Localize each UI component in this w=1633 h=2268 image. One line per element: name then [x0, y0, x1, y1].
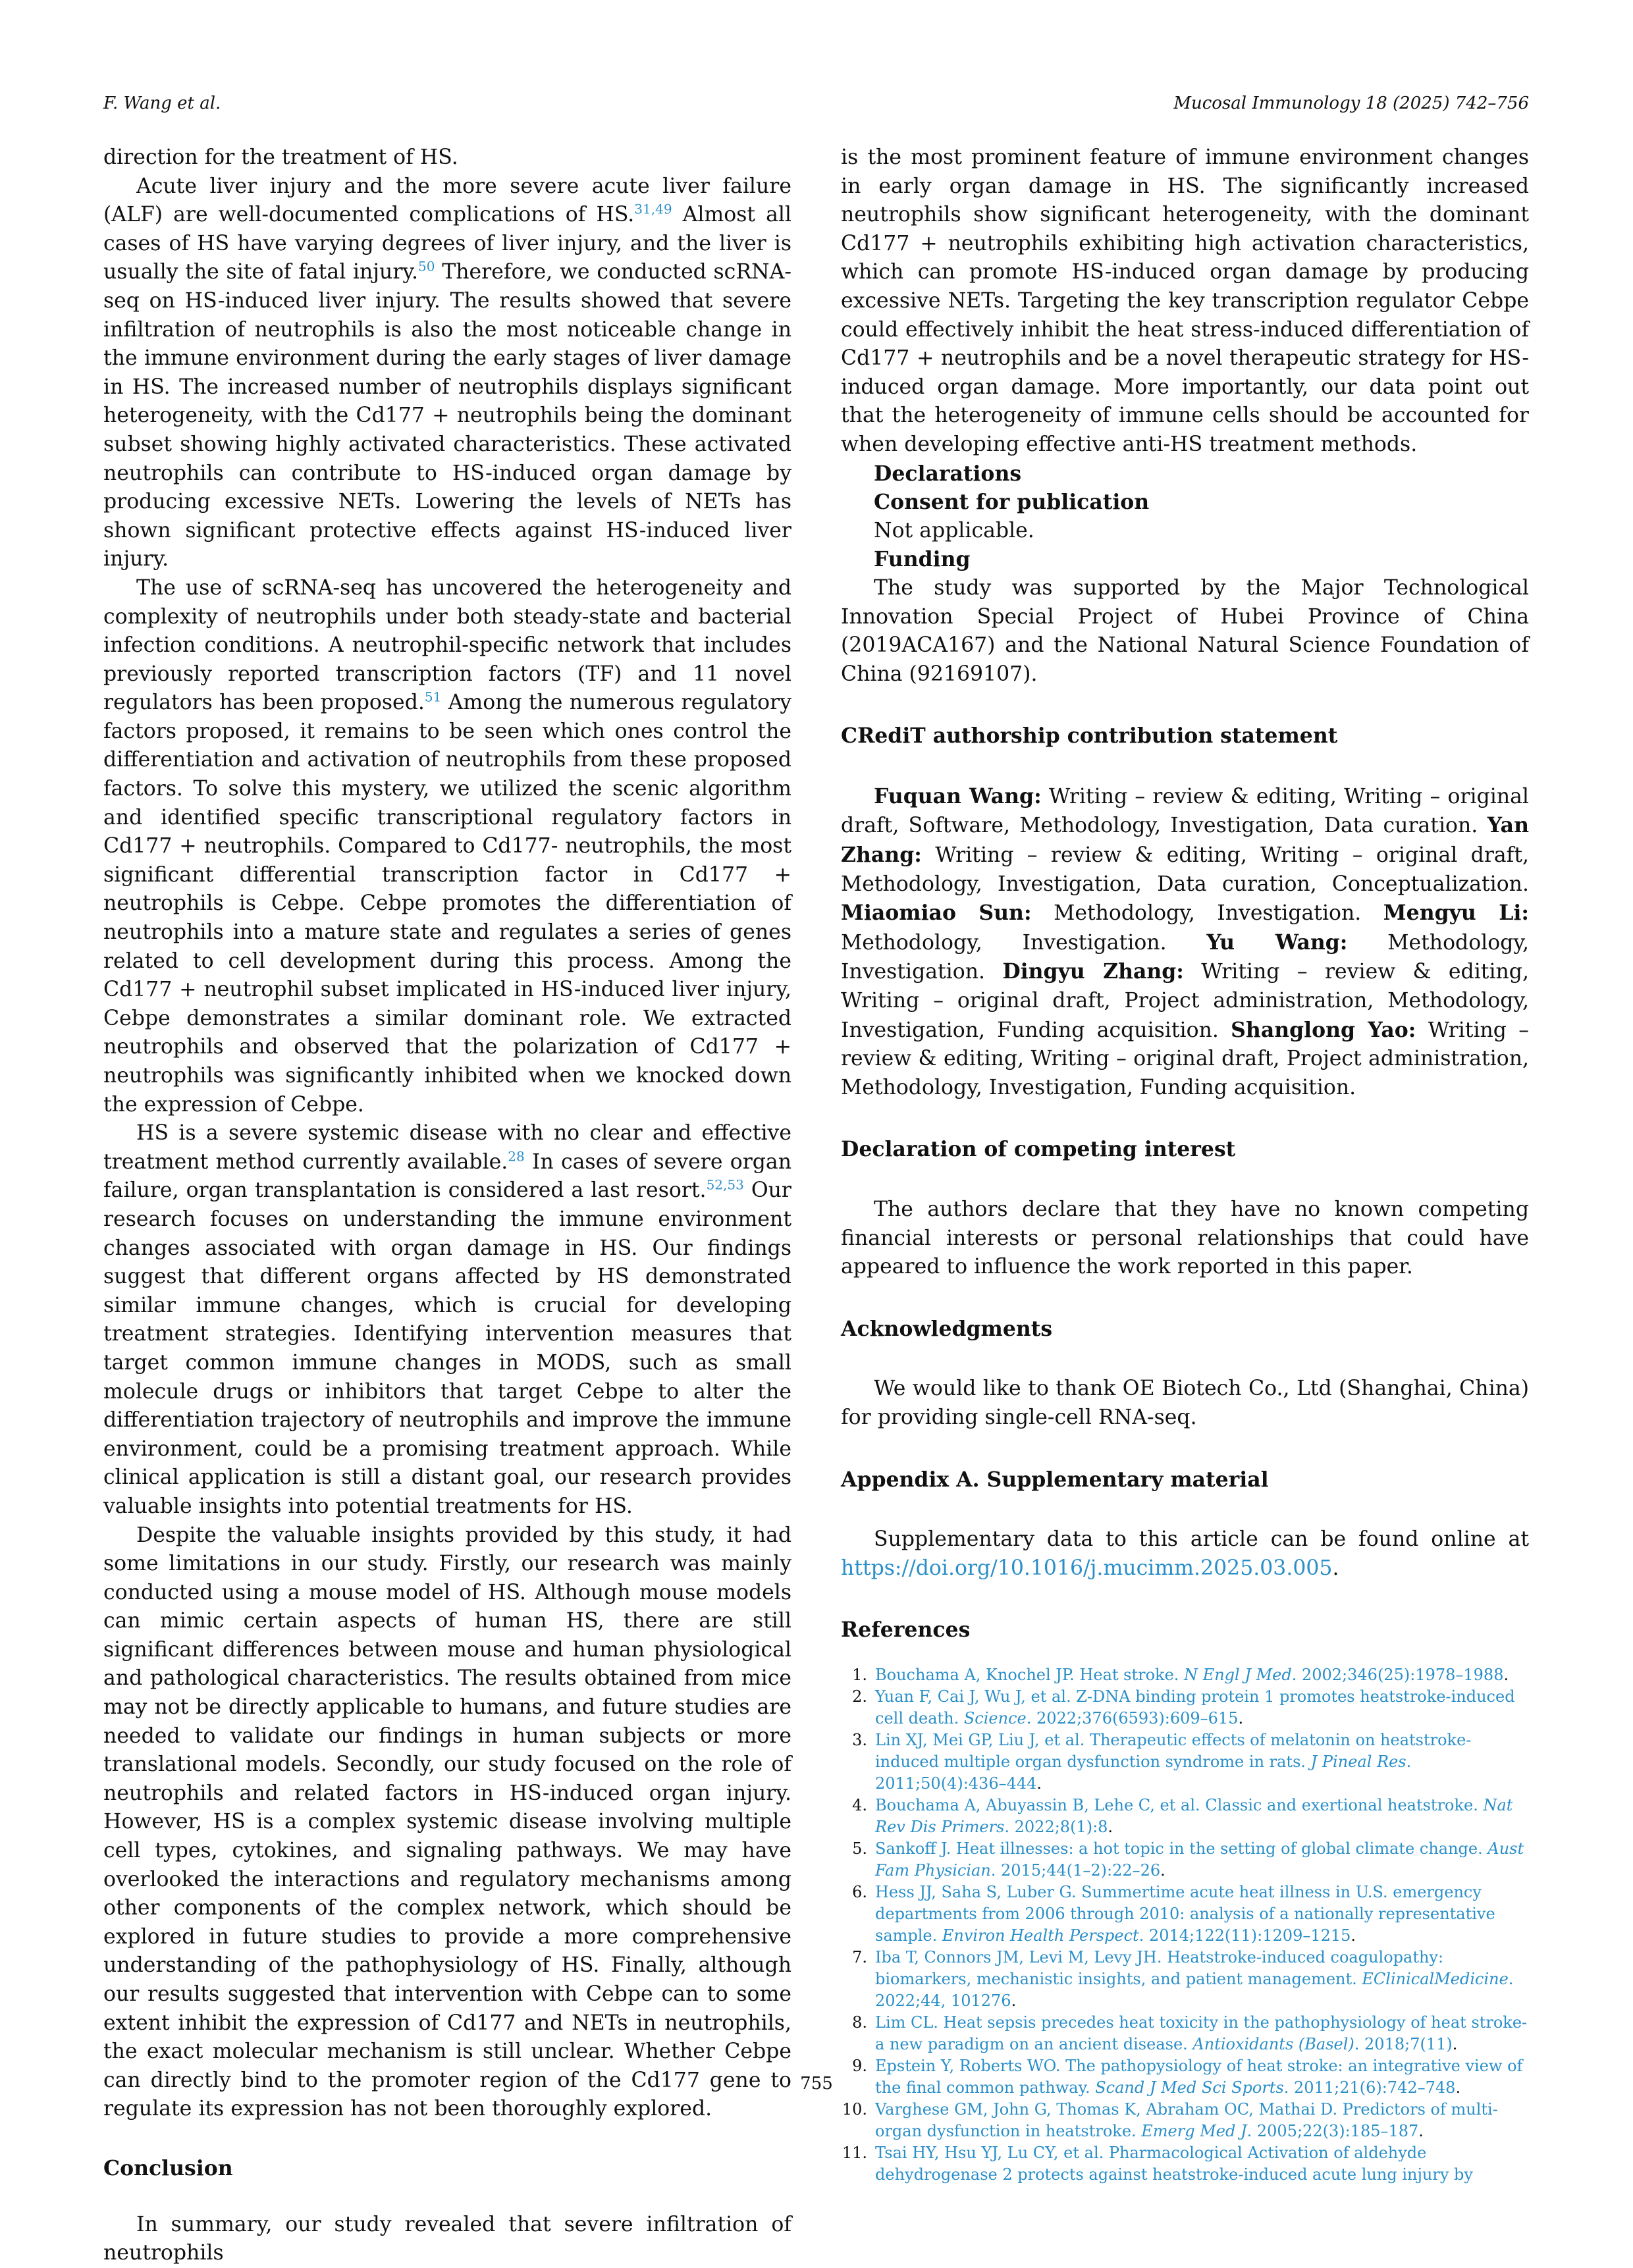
reference-link[interactable]: Bouchama A, Knochel JP. Heat stroke. N Engl J Med. 2002;346(25):1978–1988: [875, 1665, 1504, 1684]
reference-item: 9. Epstein Y, Roberts WO. The pathopysiology of heat stroke: an integrative view of the final common pathway. Scand J Med Sci Sports. 2011;21(6):742–748.: [852, 2056, 1523, 2097]
running-header-journal: Mucosal Immunology 18 (2025) 742–756: [1173, 93, 1529, 113]
reference-item: 10. Varghese GM, John G, Thomas K, Abraham OC, Mathai D. Predictors of multi-organ dysfunction in heatstroke. Emerg Med J. 2005;22(3):185–187.: [842, 2099, 1498, 2140]
subheading-declarations: Declarations: [874, 461, 1022, 486]
reference-link[interactable]: Bouchama A, Abuyassin B, Lehe C, et al. Classic and exertional heatstroke. Nat Rev Dis Primers. 2022;8(1):8: [875, 1795, 1513, 1836]
reference-link[interactable]: Hess JJ, Saha S, Luber G. Summertime acute heat illness in U.S. emergency departments from 2006 through 2010: analysis of a nationally representative sample. Environ Health Perspect. 2014;122(11):1209–1215: [875, 1882, 1495, 1945]
reference-item: 8. Lim CL. Heat sepsis precedes heat toxicity in the pathophysiology of heat stroke-a new paradigm on an ancient disease. Antioxidants (Basel). 2018;7(11).: [852, 2013, 1528, 2053]
reference-item: 11. Tsai HY, Hsu YJ, Lu CY, et al. Pharmacological Activation of aldehyde dehydrogenase 2 protects against heatstroke-induced acute lung injury by: [842, 2143, 1473, 2184]
reference-item: 6. Hess JJ, Saha S, Luber G. Summertime acute heat illness in U.S. emergency departments from 2006 through 2010: analysis of a nationally representative sample. Environ Health Perspect. 2014;122(11):1209–1215.: [852, 1882, 1495, 1945]
section-heading-credit: CRediT authorship contribution statement: [841, 724, 1338, 749]
citation-link[interactable]: 50: [418, 258, 435, 275]
reference-link[interactable]: Iba T, Connors JM, Levi M, Levy JH. Heatstroke-induced coagulopathy: biomarkers, mechanistic insights, and patient management. EClinicalMedicine. 2022;44, 101276: [875, 1947, 1514, 2010]
funding-text: The study was supported by the Major Technological Innovation Special Project of Hubei Province of China (2019ACA167) and the National Natural Science Foundation of China (92169107).: [841, 575, 1529, 686]
reference-link[interactable]: Epstein Y, Roberts WO. The pathopysiology of heat stroke: an integrative view of the final common pathway. Scand J Med Sci Sports. 2011;21(6):742–748: [875, 2056, 1523, 2097]
reference-link[interactable]: Tsai HY, Hsu YJ, Lu CY, et al. Pharmacological Activation of aldehyde dehydrogenase 2 protects against heatstroke-induced acute lung injury by: [875, 2143, 1473, 2184]
citation-link[interactable]: 28: [508, 1148, 525, 1165]
paragraph-treatment: HS is a severe systemic disease with no clear and effective treatment method currently available.$^{28}$ In cases of severe organ failure, organ transplantation is considered a last resort.$^{52,53}$ Our research focuses on understanding the immune environment changes associated with organ damage in HS. Our findings suggest that different organs affected by HS demonstrated similar immune changes, which is crucial for developing treatment strategies. Identifying intervention measures that target common immune changes in MODS, such as small molecule drugs or inhibitors that target Cebpe to alter the differentiation trajectory of neutrophils and improve the immune environment, could be a promising treatment approach. While clinical application is still a distant goal, our research provides valuable insights into potential treatments for HS.: [103, 1121, 791, 1518]
reference-link[interactable]: Lin XJ, Mei GP, Liu J, et al. Therapeutic effects of melatonin on heatstroke-induced multiple organ dysfunction syndrome in rats. J Pineal Res. 2011;50(4):436–444: [875, 1730, 1472, 1793]
paragraph-continuation: direction for the treatment of HS.: [103, 145, 458, 169]
subheading-funding: Funding: [874, 547, 971, 572]
right-column: [841, 144, 1529, 2186]
running-header-authors: F. Wang et al.: [103, 93, 221, 113]
section-heading-references: References: [841, 1618, 971, 1643]
reference-item: 3. Lin XJ, Mei GP, Liu J, et al. Therapeutic effects of melatonin on heatstroke-induced multiple organ dysfunction syndrome in rats. J Pineal Res. 2011;50(4):436–444.: [852, 1730, 1472, 1793]
reference-item: 2. Yuan F, Cai J, Wu J, et al. Z-DNA binding protein 1 promotes heatstroke-induced cell death. Science. 2022;376(6593):609–615.: [852, 1687, 1515, 1727]
supplementary-doi-link[interactable]: https://doi.org/10.1016/j.mucimm.2025.03.005: [841, 1556, 1333, 1580]
section-heading-competing-interest: Declaration of competing interest: [841, 1137, 1236, 1162]
section-heading-conclusion: Conclusion: [103, 2155, 233, 2180]
credit-statement: Fuquan Wang: Writing – review & editing, Writing – original draft, Software, Methodology, Investigation, Data curation. Yan Zhang: Writing – review & editing, Writing – original draft, Methodology, Investigation, Data curation, Conceptualization. Miaomiao Sun: Methodology, Investigation. Mengyu Li: Methodology, Investigation. Yu Wang: Methodology, Investigation. Dingyu Zhang: Writing – review & editing, Writing – original draft, Project administration, Methodology, Investigation, Funding acquisition. Shanglong Yao: Writing – review & editing, Writing – original draft, Project administration, Methodology, Investigation, Funding acquisition.: [841, 783, 1530, 1099]
section-heading-acknowledgments: Acknowledgments: [841, 1316, 1053, 1341]
paragraph-conclusion-continued: is the most prominent feature of immune environment changes in early organ damage in HS. The significantly increased neutrophils show significant heterogeneity, with the dominant Cd177 + neutrophils exhibiting high activation characteristics, which can promote HS-induced organ damage by producing excessive NETs. Targeting the key transcription regulator Cebpe could effectively inhibit the heat stress-induced differentiation of Cd177 + neutrophils and be a novel therapeutic strategy for HS-induced organ damage. More importantly, our data point out that the heterogeneity of immune cells should be accounted for when developing effective anti-HS treatment methods.: [841, 145, 1529, 456]
paragraph-limitations: Despite the valuable insights provided by this study, it had some limitations in our study. Firstly, our research was mainly conducted using a mouse model of HS. Although mouse models can mimic certain aspects of human HS, there are still significant differences between mouse and human physiological and pathological characteristics. The results obtained from mice may not be directly applicable to humans, and future studies are needed to validate our findings in human subjects or more translational models. Secondly, our study focused on the role of neutrophils and related factors in HS-induced organ injury. However, HS is a complex systemic disease involving multiple cell types, cytokines, and signaling pathways. We may have overlooked the interactions and regulatory mechanisms among other components of the complex network, which should be explored in future studies to provide a more comprehensive understanding of the pathophysiology of HS. Finally, although our results suggested that intervention with Cebpe can to some extent inhibit the expression of Cd177 and NETs in neutrophils, the exact molecular mechanism is still unclear. Whether Cebpe can directly bind to the promoter region of the Cd177 gene to regulate its expression has not been thoroughly explored.: [103, 1523, 791, 2121]
reference-item: 1. Bouchama A, Knochel JP. Heat stroke. N Engl J Med. 2002;346(25):1978–1988.: [852, 1665, 1509, 1684]
paragraph-scrna-seq: The use of scRNA-seq has uncovered the heterogeneity and complexity of neutrophils under both steady-state and bacterial infection conditions. A neutrophil-specific network that includes previously reported transcription factors (TF) and 11 novel regulators has been proposed.$^{51}$ Among the numerous regulatory factors proposed, it remains to be seen which ones control the differentiation and activation of neutrophils from these proposed factors. To solve this mystery, we utilized the scenic algorithm and identified specific transcriptional regulatory factors in Cd177 + neutrophils. Compared to Cd177- neutrophils, the most significant differential transcription factor in Cd177 + neutrophils is Cebpe. Cebpe promotes the differentiation of neutrophils into a mature state and regulates a series of genes related to cell development during this process. Among the Cd177 + neutrophil subset implicated in HS-induced liver injury, Cebpe demonstrates a similar dominant role. We extracted neutrophils and observed that the polarization of Cd177 + neutrophils was significantly inhibited when we knocked down the expression of Cebpe.: [103, 575, 791, 1117]
reference-link[interactable]: Sankoff J. Heat illnesses: a hot topic in the setting of global climate change. Aust Fam Physician. 2015;44(1–2):22–26: [875, 1839, 1524, 1880]
reference-item: 5. Sankoff J. Heat illnesses: a hot topic in the setting of global climate change. Aust Fam Physician. 2015;44(1–2):22–26.: [852, 1839, 1524, 1880]
consent-text: Not applicable.: [874, 518, 1034, 542]
citation-link[interactable]: 31,49: [634, 201, 672, 217]
paragraph-conclusion-start: In summary, our study revealed that severe infiltration of neutrophils: [103, 2212, 791, 2265]
section-heading-appendix: Appendix A. Supplementary material: [841, 1467, 1269, 1492]
appendix-text: Supplementary data to this article can be found online at https://doi.org/10.1016/j.mucimm.2025.03.005.: [841, 1527, 1529, 1580]
citation-link[interactable]: 52,53: [706, 1176, 744, 1193]
citation-link[interactable]: 51: [424, 689, 442, 705]
reference-link[interactable]: Lim CL. Heat sepsis precedes heat toxicity in the pathophysiology of heat stroke-a new paradigm on an ancient disease. Antioxidants (Basel). 2018;7(11): [875, 2013, 1528, 2053]
acknowledgments-text: We would like to thank OE Biotech Co., Ltd (Shanghai, China) for providing single-cell RNA-seq.: [841, 1377, 1529, 1429]
subheading-consent: Consent for publication: [874, 490, 1150, 515]
left-column: [103, 144, 791, 2268]
reference-link[interactable]: Varghese GM, John G, Thomas K, Abraham OC, Mathai D. Predictors of multi-organ dysfunction in heatstroke. Emerg Med J. 2005;22(3):185–187: [875, 2099, 1498, 2140]
reference-item: 7. Iba T, Connors JM, Levi M, Levy JH. Heatstroke-induced coagulopathy: biomarkers, mechanistic insights, and patient management. EClinicalMedicine. 2022;44, 101276.: [852, 1947, 1514, 2010]
reference-item: 4. Bouchama A, Abuyassin B, Lehe C, et al. Classic and exertional heatstroke. Nat Rev Dis Primers. 2022;8(1):8.: [852, 1795, 1513, 1836]
competing-interest-text: The authors declare that they have no known competing financial interests or personal relationships that could have appeared to influence the work reported in this paper.: [841, 1198, 1529, 1279]
reference-link[interactable]: Yuan F, Cai J, Wu J, et al. Z-DNA binding protein 1 promotes heatstroke-induced cell death. Science. 2022;376(6593):609–615: [875, 1687, 1515, 1727]
page-number: 755: [800, 2074, 833, 2094]
paragraph-liver-injury: Acute liver injury and the more severe acute liver failure (ALF) are well-documented complications of HS.$^{31,49}$ Almost all cases of HS have varying degrees of liver injury, and the liver is usually the site of fatal injury.$^{50}$ Therefore, we conducted scRNA-seq on HS-induced liver injury. The results showed that severe infiltration of neutrophils is also the most noticeable change in the immune environment during the early stages of liver damage in HS. The increased number of neutrophils displays significant heterogeneity, with the Cd177 + neutrophils being the dominant subset showing highly activated characteristics. These activated neutrophils can contribute to HS-induced organ damage by producing excessive NETs. Lowering the levels of NETs has shown significant protective effects against HS-induced liver injury.: [103, 174, 791, 571]
reference-list: [841, 1664, 1529, 2186]
